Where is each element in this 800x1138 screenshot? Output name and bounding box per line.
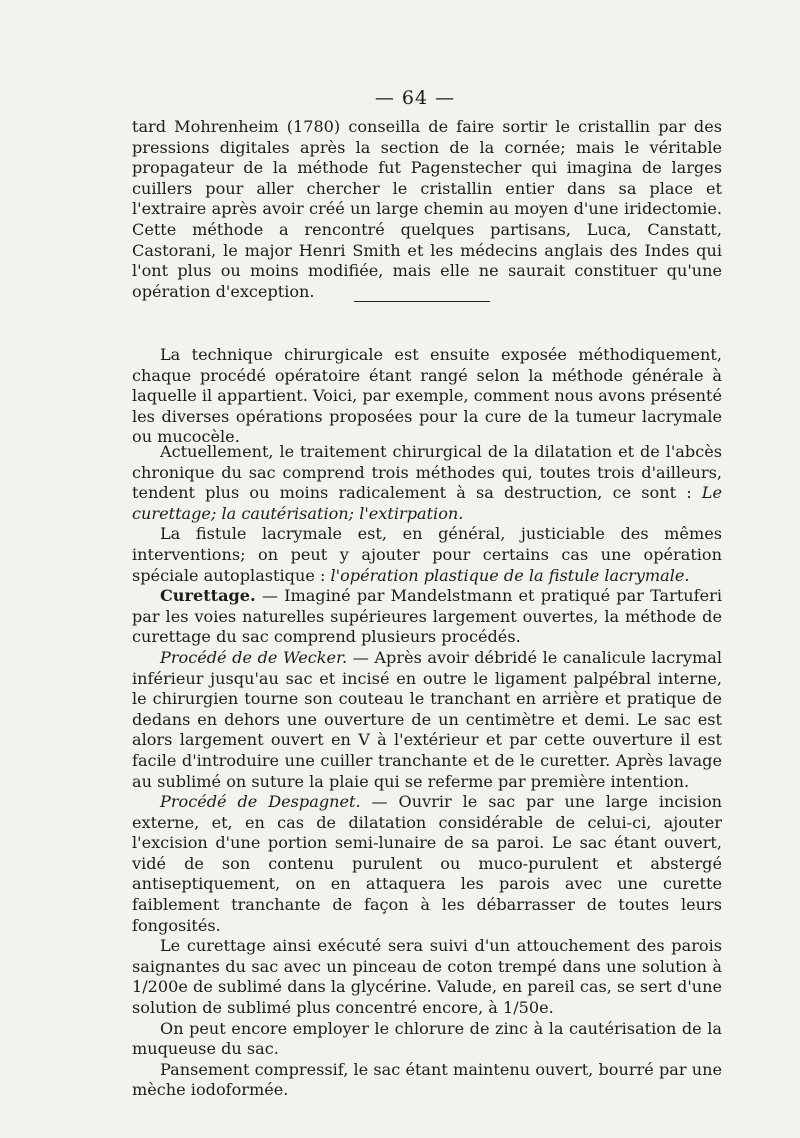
paragraph-curettage-suite: Le curettage ainsi exécuté sera suivi d'un attouchement des parois saignantes du sac avec un pinceau de coton trempé dans une solution à 1/200e de sublimé dans la glycérine. Valude, en pareil cas, se sert d'une solution de sublimé plus concentré encore, à 1/50e.	[132, 936, 722, 1018]
heading-despagnet: Procédé de Despagnet.	[160, 792, 361, 812]
heading-curettage: Curettage.	[160, 586, 256, 606]
paragraph-actuellement-text: Actuellement, le traitement chirurgical de la dilatation et de l'abcès chronique du sac comprend trois méthodes qui, toutes trois d'ailleurs, tendent plus ou moins radicalement à sa destruction, ce sont :	[132, 442, 722, 503]
text-block-technique	[132, 345, 722, 448]
paragraph-chlorure: On peut encore employer le chlorure de zinc à la cautérisation de la muqueuse du sac.	[132, 1018, 722, 1059]
despagnet-text: — Ouvrir le sac par une large incision externe, et, en cas de dilatation considérable de celui-ci, ajouter l'excision d'une portion semi-lunaire de sa paroi. Le sac étant ouvert, vidé de son contenu purulent ou muco-purulent et abstergé antiseptiquement, on en attaquera les parois avec une curette faiblement tranchante de façon à les débarrasser de toutes leurs fongosités.	[132, 792, 723, 935]
text-block-cataract	[132, 117, 722, 302]
section-separator	[354, 301, 490, 302]
operation-plastique: l'opération plastique de la fistule lacrymale.	[330, 565, 690, 585]
wecker-text: — Après avoir débridé le canalicule lacrymal inférieur jusqu'au sac et incisé en outre le ligament palpébral interne, le chirurgien tourne son couteau le tranchant en arrière et pratique de dedans en dehors une ouverture de un centimètre et demi. Le sac est alors largement ouvert en V à l'extérieur et par cette ouverture il est facile d'introduire une cuiller tranchante et de le curetter. Après lavage au sublimé on suture la plaie qui se referme par première intention.	[132, 647, 722, 791]
paragraph-despagnet	[132, 792, 722, 936]
paragraph-technique: La technique chirurgicale est ensuite exposée méthodiquement, chaque procédé opératoire étant rangé selon la méthode générale à laquelle il appartient. Voici, par exemple, comment nous avons présenté les diverses opérations proposées pour la cure de la tumeur lacrymale ou mucocèle.	[132, 345, 722, 447]
methods-list: Le curettage; la cautérisation; l'extirpation.	[132, 483, 722, 523]
paragraph-fistule	[132, 524, 722, 586]
paragraph-curettage	[132, 586, 722, 648]
page-number: — 64 —	[374, 87, 456, 109]
curettage-text: — Imaginé par Mandelstmann et pratiqué par Tartuferi par les voies naturelles supérieures largement ouvertes, la méthode de curettage du sac comprend plusieurs procédés.	[132, 586, 722, 647]
paragraph-actuellement	[132, 442, 722, 524]
heading-wecker: Procédé de de Wecker.	[160, 647, 348, 667]
paragraph-pansement: Pansement compressif, le sac étant maintenu ouvert, bourré par une mèche iodoformée.	[132, 1059, 722, 1100]
text-block-lacrymal	[132, 442, 722, 1101]
paragraph-wecker	[132, 648, 722, 792]
paragraph-fistule-text: La fistule lacrymale est, en général, justiciable des mêmes interventions; on peut y ajouter pour certains cas une opération spéciale autoplastique :	[132, 524, 722, 585]
paragraph-mohrenheim: tard Mohrenheim (1780) conseilla de faire sortir le cristallin par des pressions digitales après la section de la cornée; mais le véritable propagateur de la méthode fut Pagenstecher qui imagina de larges cuillers pour aller chercher le cristallin entier dans sa place et l'extraire après avoir créé un large chemin au moyen d'une iridectomie. Cette méthode a rencontré quelques partisans, Luca, Canstatt, Castorani, le major Henri Smith et les médecins anglais des Indes qui l'ont plus ou moins modifiée, mais elle ne saurait constituer qu'une opération d'exception.	[132, 117, 722, 301]
